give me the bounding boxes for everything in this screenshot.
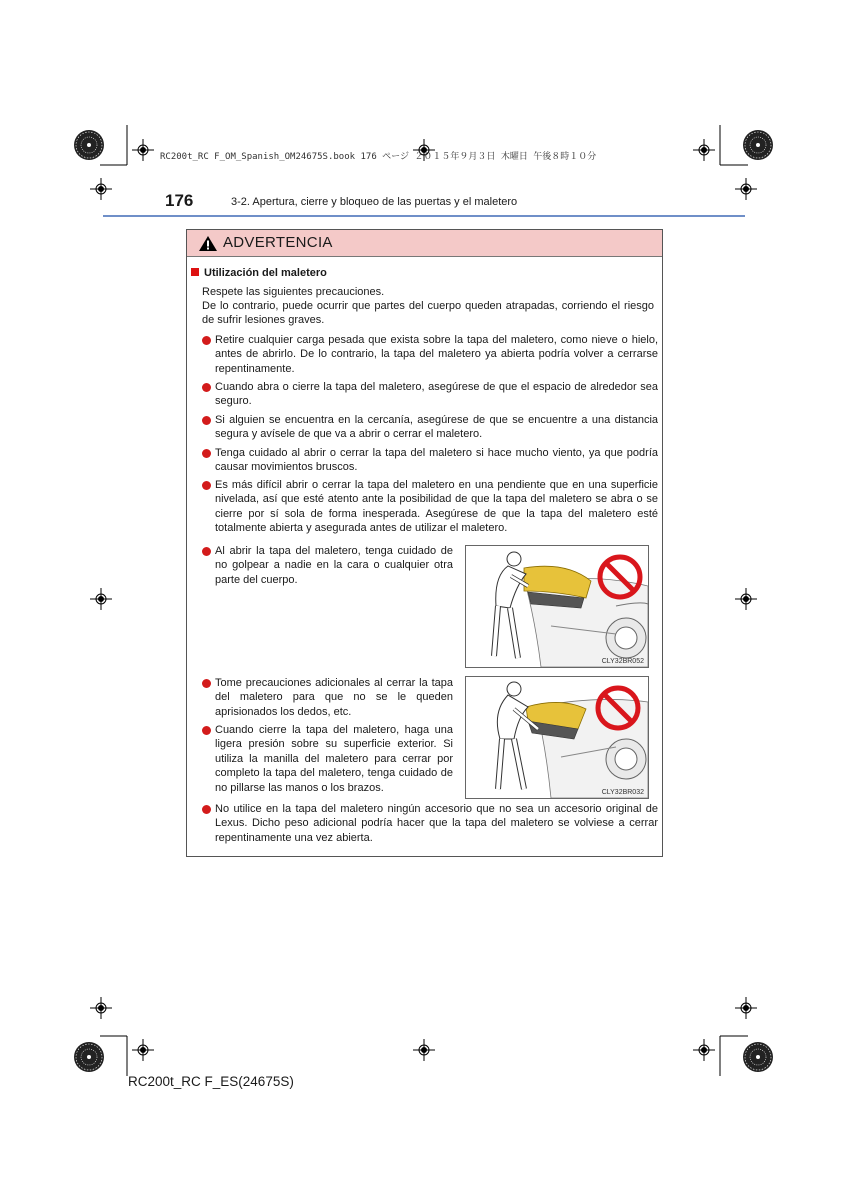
subheading [191, 267, 327, 279]
bullet-dot [202, 416, 211, 425]
warning-box [186, 229, 663, 857]
bullet-item: No utilice en la tapa del maletero ningún accesorio que no sea un accesorio original de Lexus. Dicho peso adicional podría hacer que la tapa del maletero se volviese a cerrar repentinamente una vez abierta. [215, 802, 658, 845]
figure-close-trunk [465, 676, 649, 799]
figure-code: CLY32BR032 [601, 789, 644, 796]
bullet-item: Al abrir la tapa del maletero, tenga cuidado de no golpear a nadie en la cara o cualquier otra parte del cuerpo. [215, 544, 453, 587]
intro-line-2: De lo contrario, puede ocurrir que partes del cuerpo queden atrapadas, corriendo el riesgo de sufrir lesiones graves. [202, 300, 654, 327]
bullet-dot [202, 805, 211, 814]
bullet-dot [202, 679, 211, 688]
header-rule [103, 215, 745, 217]
bullet-dot [202, 449, 211, 458]
prohibition-icon [594, 684, 642, 732]
bullet-item: Tenga cuidado al abrir o cerrar la tapa del maletero si hace mucho viento, ya que podría causar movimientos bruscos. [215, 446, 658, 475]
bullet-item: Tome precauciones adicionales al cerrar la tapa del maletero para que no se le queden aprisionados los dedos, etc. [215, 676, 453, 719]
prohibition-icon [596, 553, 644, 601]
bullet-dot [202, 383, 211, 392]
bullet-item: Es más difícil abrir o cerrar la tapa del maletero en una pendiente que en una superficie nivelada, así que esté atento ante la posibilidad de que la tapa del maletero se abra o se cierre por sí sola de forma inesperada. Asegúrese de que la tapa del maletero esté totalmente abierta y asegurada antes de utilizar el maletero. [215, 478, 658, 536]
figure-code: CLY32BR052 [601, 658, 644, 665]
subheading-text: Utilización del maletero [204, 267, 327, 279]
section-title: 3-2. Apertura, cierre y bloqueo de las puertas y el maletero [231, 196, 518, 208]
footer-code: RC200t_RC F_ES(24675S) [128, 1074, 294, 1089]
bullet-dot [202, 336, 211, 345]
bullet-dot [202, 481, 211, 490]
figure-open-trunk [465, 545, 649, 668]
intro-line-1: Respete las siguientes precauciones. [202, 286, 385, 298]
bullet-dot [202, 726, 211, 735]
bullet-item: Cuando abra o cierre la tapa del maletero, asegúrese de que el espacio de alrededor sea seguro. [215, 380, 658, 409]
bullet-item: Cuando cierre la tapa del maletero, haga una ligera presión sobre su superficie exterior. Si utiliza la manilla del maletero para cerrar por completo la tapa del maletero, tenga cuidado de no pillarse las manos o los brazos. [215, 723, 453, 795]
bullet-dot [202, 547, 211, 556]
warning-triangle-icon [198, 235, 218, 252]
page-number: 176 [165, 191, 194, 210]
bullet-item: Si alguien se encuentra en la cercanía, asegúrese de que se encuentre a una distancia segura y avísele de que va a abrir o cerrar el maletero. [215, 413, 658, 442]
warning-title: ADVERTENCIA [223, 234, 333, 251]
warning-title-bar [187, 230, 662, 257]
bullet-item: Retire cualquier carga pesada que exista sobre la tapa del maletero, como nieve o hielo, antes de abrirlo. De lo contrario, la tapa del maletero ya abierta podría volver a cerrarse repentinamente. [215, 333, 658, 376]
print-header: RC200t_RC F_OM_Spanish_OM24675S.book 176 ページ ２０１５年９月３日 木曜日 午後８時１０分 [160, 152, 597, 162]
red-square-icon [191, 268, 199, 276]
